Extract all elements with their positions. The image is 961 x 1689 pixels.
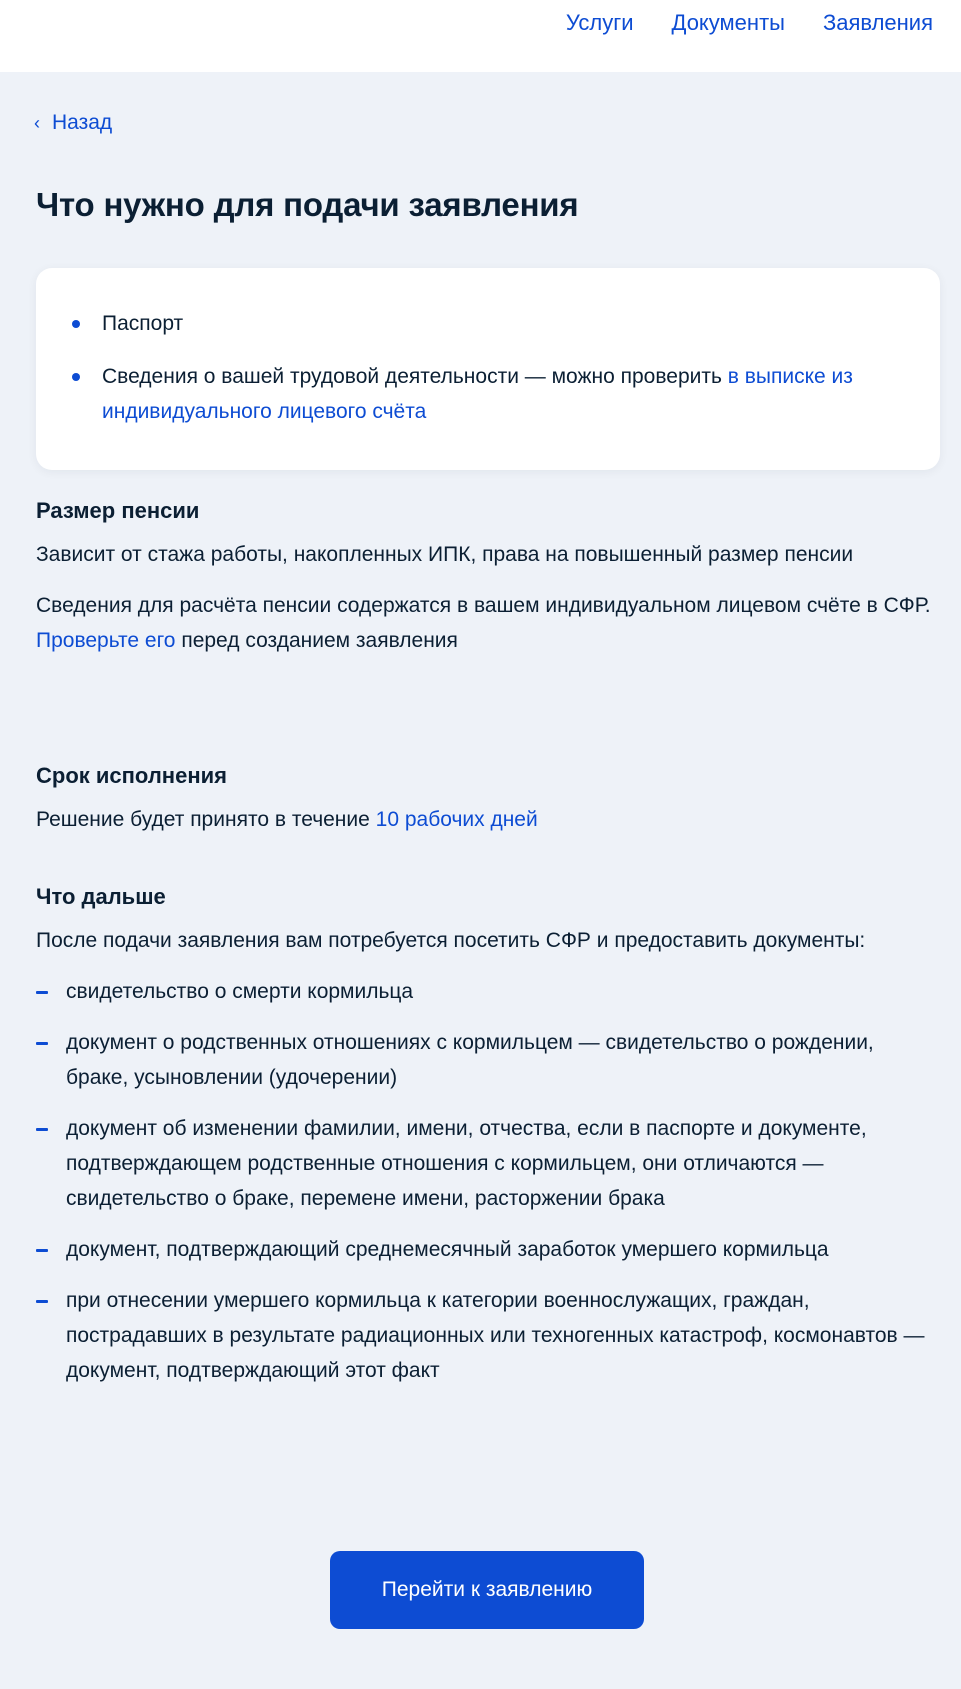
pension-size-section bbox=[36, 496, 936, 658]
dash-icon bbox=[36, 1300, 48, 1303]
pension-size-text: Зависит от стажа работы, накопленных ИПК, права на повышенный размер пенсии bbox=[36, 543, 854, 566]
requirement-work-history bbox=[72, 359, 892, 429]
working-days-link[interactable]: 10 рабочих дней bbox=[375, 808, 538, 831]
list-item bbox=[36, 974, 936, 1009]
pension-calc-after: перед созданием заявления bbox=[175, 629, 458, 652]
next-steps-section bbox=[36, 882, 936, 1388]
dash-icon bbox=[36, 1249, 48, 1252]
list-item bbox=[36, 1111, 936, 1216]
nav-services-link[interactable]: Услуги bbox=[565, 10, 634, 35]
list-item-text: документ об изменении фамилии, имени, отчества, если в паспорте и документе, подтверждающем родственные отношения с кормильцем, они отличаются — свидетельство о браке, перемене имени, расторжении брака bbox=[66, 1117, 867, 1210]
list-item-text: документ, подтверждающий среднемесячный заработок умершего кормильца bbox=[66, 1238, 829, 1261]
documents-list bbox=[36, 974, 936, 1388]
requirements-list bbox=[72, 306, 892, 429]
dash-icon bbox=[36, 991, 48, 994]
term-heading: Срок исполнения bbox=[36, 763, 227, 788]
pension-size-heading: Размер пенсии bbox=[36, 498, 200, 523]
page-title: Что нужно для подачи заявления bbox=[36, 186, 579, 223]
back-label: Назад bbox=[52, 111, 113, 134]
go-to-application-button[interactable]: Перейти к заявлению bbox=[330, 1551, 644, 1629]
list-item bbox=[36, 1025, 936, 1095]
pension-calc-before: Сведения для расчёта пенсии содержатся в вашем индивидуальном лицевом счёте в СФР. bbox=[36, 594, 931, 617]
requirements-card bbox=[36, 268, 940, 470]
nav-applications-link[interactable]: Заявления bbox=[822, 10, 933, 35]
pension-calc-text bbox=[36, 588, 936, 658]
term-text bbox=[36, 802, 936, 837]
term-section bbox=[36, 761, 936, 837]
check-account-link[interactable]: Проверьте его bbox=[36, 629, 176, 652]
dash-icon bbox=[36, 1128, 48, 1131]
list-item-text: при отнесении умершего кормильца к категории военнослужащих, граждан, пострадавших в результате радиационных или техногенных катастроф, космонавтов — документ, подтверждающий этот факт bbox=[66, 1289, 925, 1382]
personal-account-statement-link[interactable]: в выписке из индивидуального лицевого счёта bbox=[102, 365, 853, 423]
term-text-before: Решение будет принято в течение bbox=[36, 808, 376, 831]
requirement-passport bbox=[72, 306, 892, 341]
chevron-left-icon: ‹ bbox=[34, 113, 40, 133]
bullet-icon bbox=[72, 373, 80, 381]
top-bar bbox=[0, 0, 961, 72]
next-steps-heading: Что дальше bbox=[36, 884, 166, 909]
back-link[interactable] bbox=[34, 111, 112, 135]
top-nav bbox=[566, 8, 933, 38]
requirement-passport-text: Паспорт bbox=[102, 312, 184, 335]
nav-documents-link[interactable]: Документы bbox=[671, 10, 785, 35]
list-item bbox=[36, 1232, 936, 1267]
list-item bbox=[36, 1283, 936, 1388]
requirement-work-text: Сведения о вашей трудовой деятельности — можно проверить bbox=[102, 365, 728, 388]
bullet-icon bbox=[72, 320, 80, 328]
list-item-text: свидетельство о смерти кормильца bbox=[66, 980, 414, 1003]
dash-icon bbox=[36, 1042, 48, 1045]
list-item-text: документ о родственных отношениях с кормильцем — свидетельство о рождении, браке, усыновлении (удочерении) bbox=[66, 1031, 874, 1089]
next-steps-intro: После подачи заявления вам потребуется посетить СФР и предоставить документы: bbox=[36, 929, 866, 952]
